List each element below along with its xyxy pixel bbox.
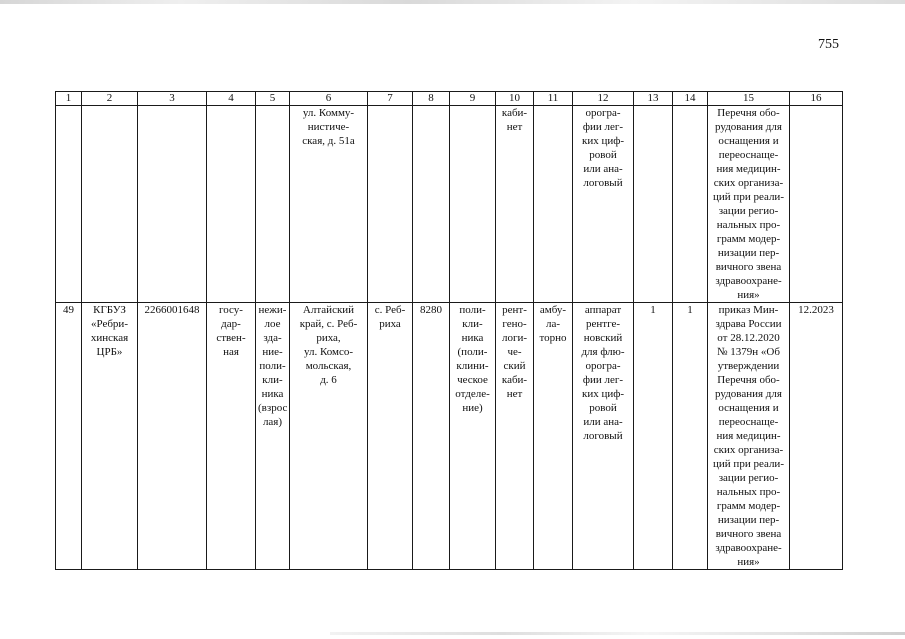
header-col-12: 12 <box>573 92 634 106</box>
cell-address: Алтайский край, с. Реб- риха, ул. Комсо- мольская, д. 6 <box>290 303 368 570</box>
header-col-10: 10 <box>496 92 534 106</box>
cell-ownership <box>207 106 256 303</box>
cell-settlement: с. Реб- риха <box>368 303 413 570</box>
header-col-11: 11 <box>534 92 573 106</box>
cell-care-mode: амбу- ла- торно <box>534 303 573 570</box>
header-col-15: 15 <box>708 92 790 106</box>
cell-equipment: орогра- фии лег- ких циф- ровой или ана- логовый <box>573 106 634 303</box>
cell-count-a: 1 <box>634 303 673 570</box>
header-col-7: 7 <box>368 92 413 106</box>
header-col-16: 16 <box>790 92 843 106</box>
cell-building-type: нежи- лое зда- ние- поли- кли- ника (взрос лая) <box>256 303 290 570</box>
page-number: 755 <box>818 37 839 52</box>
cell-unit <box>450 106 496 303</box>
header-col-2: 2 <box>82 92 138 106</box>
header-col-3: 3 <box>138 92 207 106</box>
cell-equipment: аппарат рентге- новский для флю- орогра- фии лег- ких циф- ровой или ана- логовый <box>573 303 634 570</box>
cell-number: 49 <box>56 303 82 570</box>
header-col-8: 8 <box>413 92 450 106</box>
cell-inn: 2266001648 <box>138 303 207 570</box>
cell-legal-basis: приказ Мин- здрава России от 28.12.2020 № 1379н «Об утверждении Перечня обо- рудования для оснащения и переоснаще- ния медицин- ских организа- ций при реали- зации регио- нальных про- грамм модер- низации пер- вичного звена здравоохране- ния» <box>708 303 790 570</box>
header-col-4: 4 <box>207 92 256 106</box>
table-header-row <box>56 92 843 106</box>
cell-room: каби- нет <box>496 106 534 303</box>
table-row-continuation <box>56 106 843 303</box>
cell-count-b: 1 <box>673 303 708 570</box>
cell-organization: КГБУЗ «Ребри- хинская ЦРБ» <box>82 303 138 570</box>
header-col-5: 5 <box>256 92 290 106</box>
cell-date <box>790 106 843 303</box>
cell-population: 8280 <box>413 303 450 570</box>
cell-number <box>56 106 82 303</box>
cell-building-type <box>256 106 290 303</box>
cell-inn <box>138 106 207 303</box>
cell-settlement <box>368 106 413 303</box>
cell-address: ул. Комму- нистиче- ская, д. 51а <box>290 106 368 303</box>
cell-count-b <box>673 106 708 303</box>
scan-edge-bottom <box>330 632 905 635</box>
cell-count-a <box>634 106 673 303</box>
scan-edge-top <box>0 0 905 4</box>
cell-room: рент- гено- логи- че- ский каби- нет <box>496 303 534 570</box>
cell-population <box>413 106 450 303</box>
header-col-14: 14 <box>673 92 708 106</box>
equipment-table <box>55 91 843 570</box>
header-col-1: 1 <box>56 92 82 106</box>
cell-ownership: госу- дар- ствен- ная <box>207 303 256 570</box>
cell-date: 12.2023 <box>790 303 843 570</box>
cell-legal-basis: Перечня обо- рудования для оснащения и переоснаще- ния медицин- ских организа- ций при реали- зации регио- нальных про- грамм модер- низации пер- вичного звена здравоохране- ния» <box>708 106 790 303</box>
header-col-13: 13 <box>634 92 673 106</box>
header-col-9: 9 <box>450 92 496 106</box>
header-col-6: 6 <box>290 92 368 106</box>
table-row-49 <box>56 303 843 570</box>
cell-unit: поли- кли- ника (поли- клини- ческое отделе- ние) <box>450 303 496 570</box>
cell-organization <box>82 106 138 303</box>
cell-care-mode <box>534 106 573 303</box>
